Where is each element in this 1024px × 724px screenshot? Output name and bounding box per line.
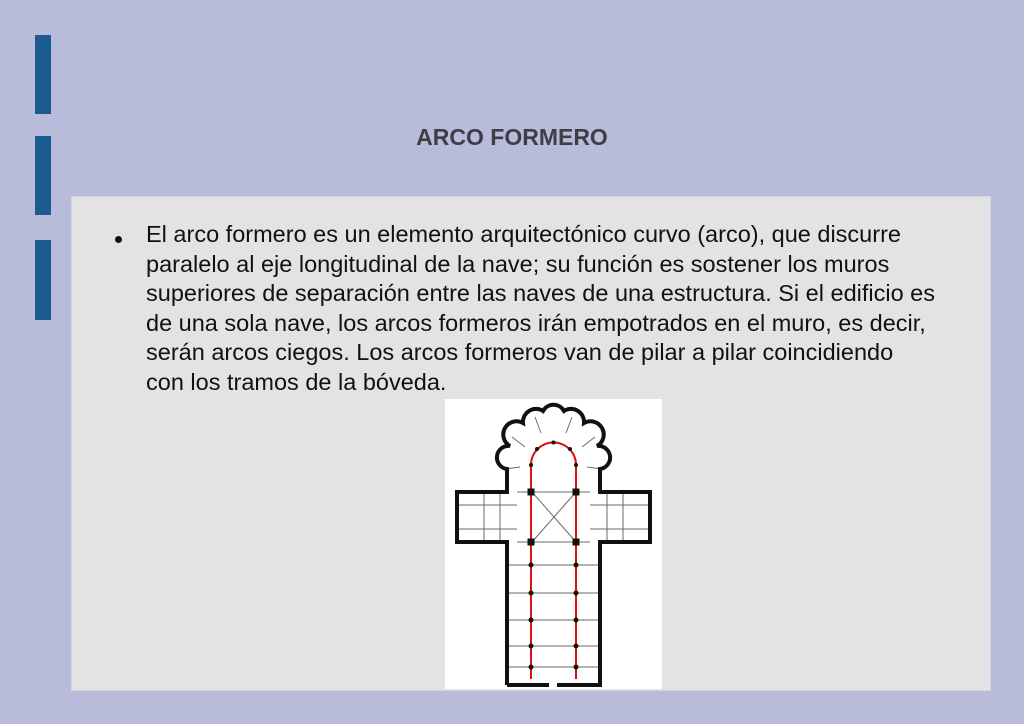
slide-title: ARCO FORMERO [416, 124, 608, 150]
accent-bar-middle [35, 136, 51, 215]
accent-bar-top [35, 35, 51, 114]
accent-bar-bottom [35, 240, 51, 320]
floor-plan-drawing [445, 399, 662, 689]
bullet-paragraph: El arco formero es un elemento arquitectónico curvo (arco), que discurre paralelo al eje longitudinal de la nave; su función es sostener los muros superiores de separación entre las naves de una estructura. Si el edificio es de una sola nave, los arcos formeros irán empotrados en el muro, es decir, serán arcos ciegos. Los arcos formeros van de pilar a pilar coincidiendo con los tramos de la bóveda. [146, 221, 936, 395]
bullet-icon [115, 236, 122, 243]
floor-plan-image [445, 399, 662, 689]
